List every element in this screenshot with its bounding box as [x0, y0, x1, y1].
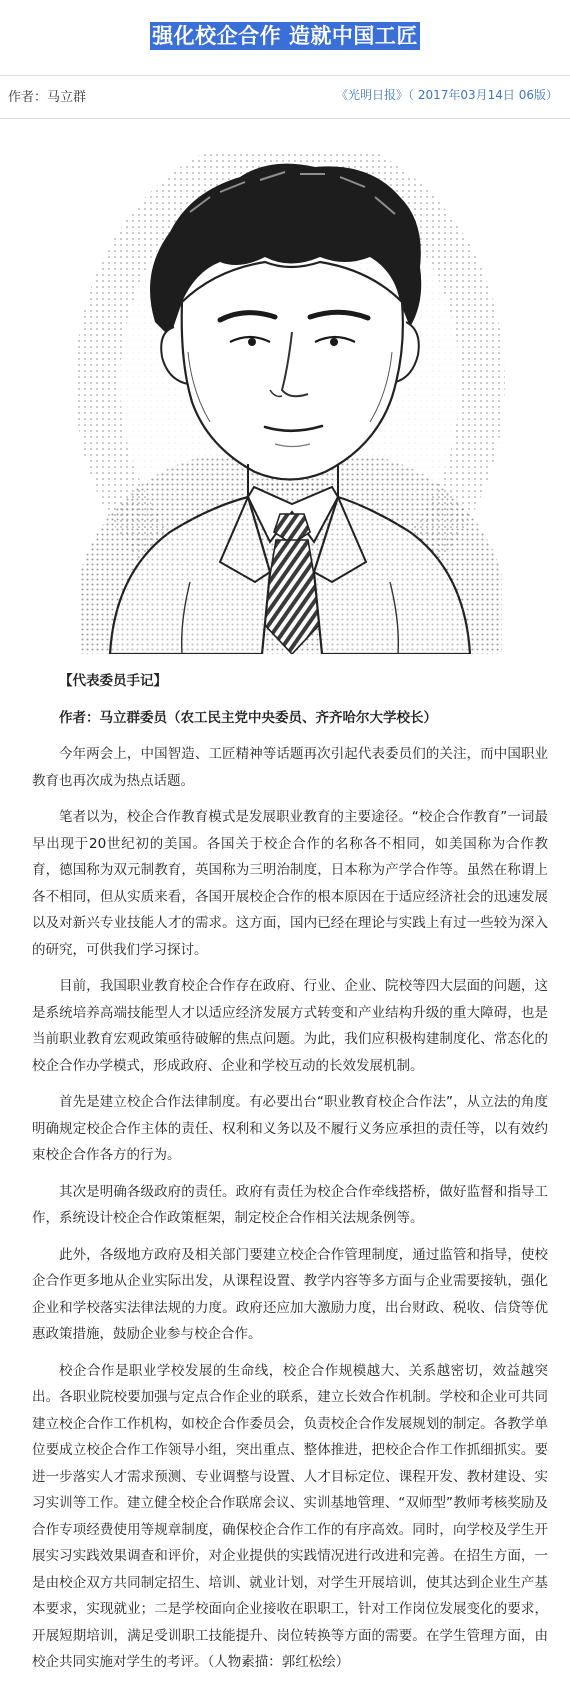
author-line: 作者：马立群: [8, 90, 87, 105]
paragraph: 此外，各级地方政府及相关部门要建立校企合作管理制度，通过监管和指导，使校企合作更多地从企业实际出发，从课程设置、教学内容等多方面与企业需要接轨，强化企业和学校落实法律法规的力度。政府还应加大激励力度，出台财政、税收、信贷等优惠政策措施，鼓励企业参与校企合作。: [32, 1246, 548, 1342]
paragraph: 今年两会上，中国智造、工匠精神等话题再次引起代表委员们的关注，而中国职业教育也再次成为热点话题。: [32, 746, 548, 789]
title-container: [0, 0, 570, 48]
byline: 作者：马立群委员（农工民主党中央委员、齐齐哈尔大学校长）: [59, 709, 437, 726]
column-label: 【代表委员手记】: [59, 673, 167, 689]
paragraph: 笔者以为，校企合作教育模式是发展职业教育的主要途径。“校企合作教育”一词最早出现于20世纪初的美国。各国关于校企合作的名称各不相同，如美国称为合作教育，德国称为双元制教育，英国称为三明治制度，日本称为产学合作等。虽然在称谓上各不相同，但从实质来看，各国开展校企合作的根本原因在于适应经济社会的迅速发展以及对新兴专业技能人才的需求。这方面，国内已经在理论与实践上有过一些较为深入的研究，可供我们学习探讨。: [32, 809, 548, 958]
paragraph: 目前，我国职业教育校企合作存在政府、行业、企业、院校等四大层面的问题，这是系统培养高端技能型人才以适应经济发展方式转变和产业结构升级的重大障碍，也是当前职业教育宏观政策亟待破解的焦点问题。为此，我们应积极构建制度化、常态化的校企合作办学模式，形成政府、企业和学校互动的长效发展机制。: [32, 978, 548, 1074]
meta-bar: [0, 75, 570, 119]
portrait-illustration: [70, 152, 510, 654]
article-title: 强化校企合作 造就中国工匠: [152, 24, 418, 48]
source-link[interactable]: 《光明日报》（ 2017年03月14日 06版）: [336, 88, 558, 102]
paragraph: 其次是明确各级政府的责任。政府有责任为校企合作牵线搭桥，做好监督和指导工作，系统设计校企合作政策框架，制定校企合作相关法规条例等。: [32, 1183, 548, 1226]
paragraph: 校企合作是职业学校发展的生命线，校企合作规模越大、关系越密切，效益越突出。各职业院校要加强与定点合作企业的联系，建立长效合作机制。学校和企业可共同建立校企合作工作机构，如校企合作委员会，负责校企合作发展规划的制定。各教学单位要成立校企合作工作领导小组，突出重点、整体推进，把校企合作工作抓细抓实。要进一步落实人才需求预测、专业调整与设置、人才目标定位、课程开发、教材建设、实习实训等工作。建立健全校企合作联席会议、实训基地管理、“双师型”教师考核奖励及合作专项经费使用等规章制度，确保校企合作工作的有序高效。同时，向学校及学生开展实习实践效果调查和评价，对企业提供的实践情况进行改进和完善。在招生方面，一是由校企双方共同制定招生、培训、就业计划，对学生开展培训，使其达到企业生产基本要求，实现就业；二是学校面向企业接收在职职工，针对工作岗位发展变化的要求，开展短期培训，满足受训职工技能提升、岗位转换等方面的需要。在学生管理方面，由校企共同实施对学生的考评。（人物素描：郭红松绘）: [32, 1362, 548, 1670]
article-body: [32, 668, 548, 1676]
paragraph: 首先是建立校企合作法律制度。有必要出台“职业教育校企合作法”，从立法的角度明确规定校企合作主体的责任、权利和义务以及不履行义务应承担的责任等，以有效约束校企合作各方的行为。: [32, 1094, 548, 1163]
